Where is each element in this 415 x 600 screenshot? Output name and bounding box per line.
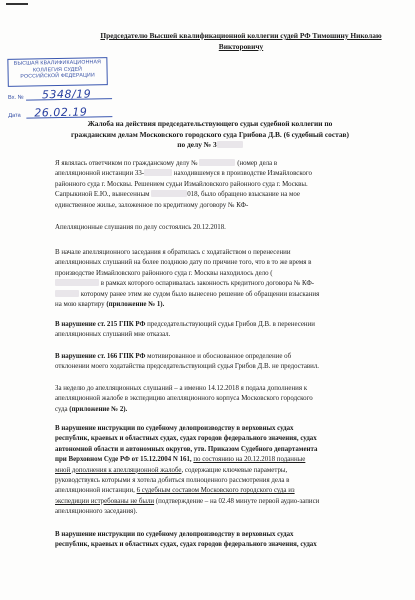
- paragraph-motion: [55, 248, 377, 310]
- p3-text-c: производстве Измайловского районного суда г. Москвы находилось дело (: [55, 269, 273, 277]
- stamp-header-box: [7, 57, 107, 87]
- paragraph-hearing-date: [55, 223, 377, 233]
- p7-bold-a: В нарушение инструкции по судебному делопроизводству в верховных судах: [55, 425, 294, 432]
- p6-text-a: За неделю до апелляционных слушаний – а именно 14.12.2018 я подала дополнения к: [55, 385, 308, 392]
- p1-text-h: единственное жилье, заложенное по кредитному договору № КФ-: [55, 201, 249, 209]
- p8-bold-a: В нарушение инструкции по судебному делопроизводству в верховных судах: [55, 531, 294, 538]
- p7-bold-d: при Верховном Суде РФ от 15.12.2004 N 161,: [55, 456, 192, 464]
- paragraph-instruction-violation-2: [55, 530, 377, 551]
- p7-underline-k: экспедиции истребованы не были: [55, 497, 155, 505]
- p1-text-a: Я являлась ответчиком по гражданскому делу №: [55, 160, 198, 167]
- redacted-appeal-id: [144, 169, 172, 176]
- p7-bold-b: республик, краевых и областных судах, судах городов федерального значения, судах: [55, 435, 317, 443]
- stamp-date-value: 26.02.19: [34, 105, 88, 120]
- addressee-block: [86, 31, 396, 52]
- p7-text-l: (подтверждение – на 02.48 минуте первой аудио-записи: [155, 497, 320, 505]
- p6-text-b: апелляционной жалобе в экспедицию апелляционного корпуса Московского городского: [55, 395, 313, 403]
- p7-text-g: , содержащие ключевые параметры,: [181, 466, 288, 474]
- redacted-case-number: [217, 141, 243, 148]
- addressee-line-1: Председателю Высшей квалификационной коллегии судей РФ Тимошину Николаю: [100, 31, 382, 40]
- p7-bold-c: автономной области и автономных округов, утв. Приказом Судебного департамента: [55, 445, 318, 453]
- p7-text-h: руководствуясь которыми я хотела добиться полноценного рассмотрения дела в: [55, 477, 290, 485]
- p5-text-b: отклонении моего ходатайства председательствующий судья Грибов Д.В. не предоставил.: [55, 363, 320, 371]
- stamp-org-line-2: КОЛЛЕГИЯ СУДЕЙ: [32, 66, 83, 74]
- stamp-number-row: [8, 87, 112, 103]
- title-line-2: гражданским делам Московского городского суда Грибова Д.В. (6 судебный состав): [70, 129, 350, 139]
- addressee-line-2: Викторовичу: [218, 41, 264, 51]
- stamp-org-line-1: ВЫСШАЯ КВАЛИФИКАЦИОННАЯ: [13, 59, 102, 67]
- p6-text-c: суда: [55, 405, 68, 413]
- title-line-1: Жалоба на действия председательствующего судьи судебной коллегии по: [87, 119, 333, 128]
- paragraph-instruction-violation: [55, 424, 377, 518]
- p4-text-a: председательствующий судья Грибов Д.В. в перенесении: [147, 321, 315, 328]
- paragraph-supplement: [55, 384, 377, 415]
- redacted-case-id: [199, 159, 235, 166]
- stamp-number-label: Вх. №: [7, 94, 24, 101]
- p7-text-i: апелляционной инстанции,: [55, 487, 135, 495]
- p3-text-d: в рамках которого оспаривалась законность кредитного договора № КФ-: [100, 280, 315, 288]
- p3-text-e: которому ранее этим же судом было вынесено решение об обращении взыскания: [80, 290, 320, 298]
- p3-annex-ref: (приложение № 1).: [106, 301, 165, 309]
- p1-text-d: находившемуся в производстве Измайловского: [173, 170, 312, 178]
- paragraph-violation-215: [55, 320, 377, 341]
- p7-underline-e: по состоянию на 20.12.2018 поданные: [193, 456, 306, 464]
- p8-bold-b: республик, краевых и областных судах, судах городов федерального значения, судах: [55, 541, 317, 549]
- redacted-case-ref: [55, 279, 99, 286]
- stamp-date-label: Дата: [8, 112, 21, 119]
- p4-text-b: апелляционных слушаний мне отказал.: [55, 331, 171, 339]
- stamp-number-value: 5348/19: [41, 87, 92, 102]
- p7-text-m: апелляционного заседания).: [55, 508, 138, 516]
- p2-text: Апелляционные слушания по делу состоялись 20.12.2018.: [55, 224, 226, 231]
- p1-text-b: (номер дела в: [237, 160, 278, 167]
- p4-bold: В нарушение ст. 215 ГПК РФ: [55, 321, 146, 328]
- p6-annex-ref: (приложение № 2).: [69, 405, 128, 413]
- top-corner-mark: [6, 3, 28, 5]
- p7-underline-f: мной дополнения к апелляционной жалобе: [55, 466, 182, 474]
- p1-text-e: районного суда г. Москвы. Решением судьи Измайловского районного суда г. Москвы.: [55, 180, 308, 188]
- paragraph-violation-166: [55, 352, 377, 373]
- title-line-3: по делу № 3: [177, 140, 217, 149]
- p3-text-b: апелляционных слушаний на более позднюю дату по причине того, что в то же время в: [55, 259, 312, 267]
- p3-text-a: В начале апелляционного заседания я обратилась с ходатайством о перенесении: [55, 249, 291, 256]
- p1-text-g: 018, было обращено взыскание на мое: [187, 191, 300, 199]
- p5-text-a: мотивированное и обоснованное определение об: [147, 353, 292, 360]
- redacted-date: [151, 190, 187, 197]
- p3-text-f: на мою квартиру: [55, 301, 105, 309]
- redacted-contract-ref: [55, 290, 79, 297]
- stamp-org-line-3: РОССИЙСКОЙ ФЕДЕРАЦИИ: [20, 72, 95, 80]
- complaint-title: [40, 119, 380, 151]
- paragraph-case-info: [55, 159, 377, 211]
- p1-text-f: Сапрыкиной Е.Ю., вынесенным: [55, 191, 150, 199]
- p5-bold: В нарушение ст. 166 ГПК РФ: [55, 353, 146, 360]
- p7-underline-j: 6 судебным составом Московского городского суда из: [136, 487, 295, 495]
- p1-text-c: апелляционной инстанции 33-: [55, 170, 145, 178]
